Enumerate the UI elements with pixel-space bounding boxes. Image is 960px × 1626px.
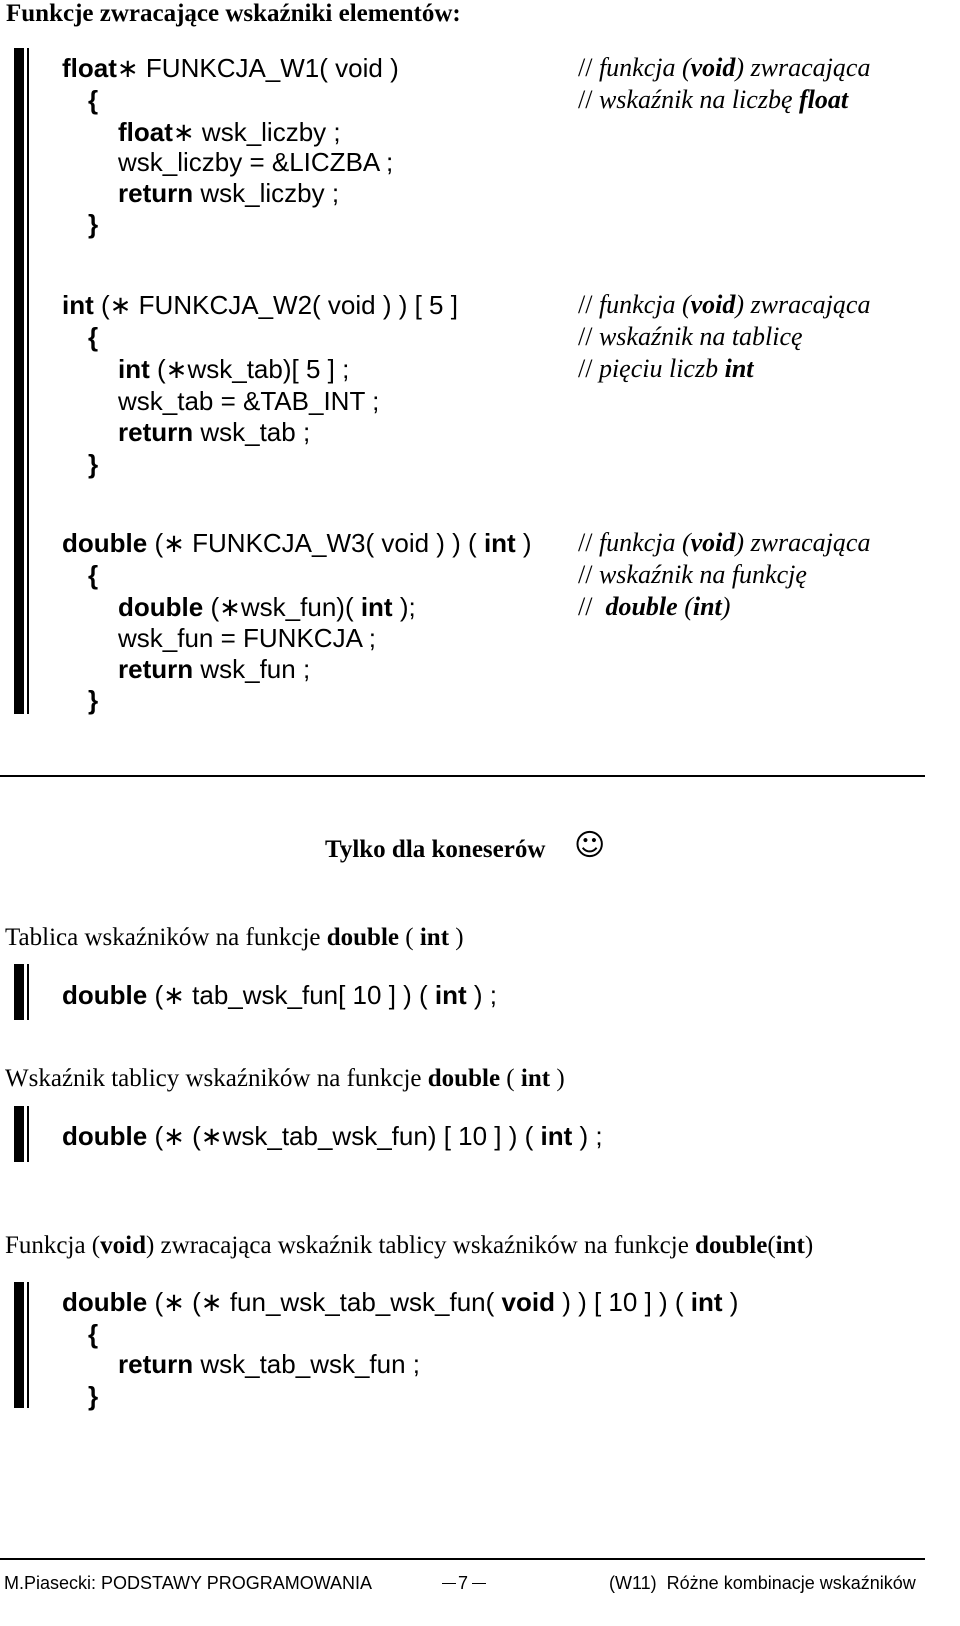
code-block-bar [14, 964, 24, 1020]
code-comment: // funkcja (void) zwracająca [578, 290, 871, 319]
page-number: 7 [458, 1573, 469, 1593]
code-line: wsk_tab = &TAB_INT ; [118, 386, 380, 416]
code-line: double (∗ (∗wsk_tab_wsk_fun) [ 10 ] ) ( int ) ; [62, 1121, 603, 1151]
code-line: } [88, 209, 99, 239]
code-line: return wsk_liczby ; [118, 178, 340, 208]
description-text: Funkcja (void) zwracająca wskaźnik tablicy wskaźników na funkcje double(int) [5, 1232, 814, 1259]
code-line: { [88, 1319, 99, 1349]
code-line: { [88, 322, 99, 352]
description-text: Wskaźnik tablicy wskaźników na funkcje double ( int ) [5, 1065, 565, 1092]
smiley-icon: ☺ [574, 828, 606, 863]
code-line: float∗ wsk_liczby ; [118, 117, 341, 147]
code-line: wsk_fun = FUNKCJA ; [118, 623, 376, 653]
code-comment: // funkcja (void) zwracająca [578, 53, 871, 82]
page-dash-right [472, 1583, 486, 1584]
code-line: int (∗wsk_tab)[ 5 ] ; [118, 354, 350, 384]
code-comment: // wskaźnik na tablicę [578, 322, 803, 351]
code-line: double (∗wsk_fun)( int ); [118, 592, 416, 622]
code-line: { [88, 85, 99, 115]
page-title: Funkcje zwracające wskaźniki elementów: [6, 0, 461, 27]
code-line: float∗ FUNKCJA_W1( void ) [62, 53, 399, 83]
code-line: { [88, 560, 99, 590]
code-line: } [88, 1381, 99, 1411]
section-title: Tylko dla koneserów [325, 836, 546, 863]
code-line: } [88, 685, 99, 715]
code-line: return wsk_tab ; [118, 417, 311, 447]
code-block-bar [14, 48, 24, 714]
code-line: double (∗ (∗ fun_wsk_tab_wsk_fun( void ) ) [ 10 ] ) ( int ) [62, 1287, 739, 1317]
code-block-bar [14, 1282, 24, 1408]
code-line: int (∗ FUNKCJA_W2( void ) ) [ 5 ] [62, 290, 458, 320]
code-comment: // double (int) [578, 592, 731, 621]
code-line: wsk_liczby = &LICZBA ; [118, 147, 394, 177]
code-block-bar [14, 1106, 24, 1162]
code-comment: // pięciu liczb int [578, 354, 754, 383]
code-line: } [88, 449, 99, 479]
code-line: return wsk_tab_wsk_fun ; [118, 1349, 421, 1379]
code-comment: // wskaźnik na funkcję [578, 560, 807, 589]
footer-divider [0, 1558, 925, 1560]
code-comment: // wskaźnik na liczbę float [578, 85, 849, 114]
description-text: Tablica wskaźników na funkcje double ( int ) [5, 924, 464, 951]
code-comment: // funkcja (void) zwracająca [578, 528, 871, 557]
footer-left: M.Piasecki: PODSTAWY PROGRAMOWANIA [4, 1573, 373, 1593]
code-line: return wsk_fun ; [118, 654, 311, 684]
section-divider [0, 775, 925, 777]
code-line: double (∗ tab_wsk_fun[ 10 ] ) ( int ) ; [62, 980, 498, 1010]
code-line: double (∗ FUNKCJA_W3( void ) ) ( int ) [62, 528, 532, 558]
footer-right: (W11) Różne kombinacje wskaźników [609, 1573, 916, 1593]
page-dash-left [442, 1583, 456, 1584]
